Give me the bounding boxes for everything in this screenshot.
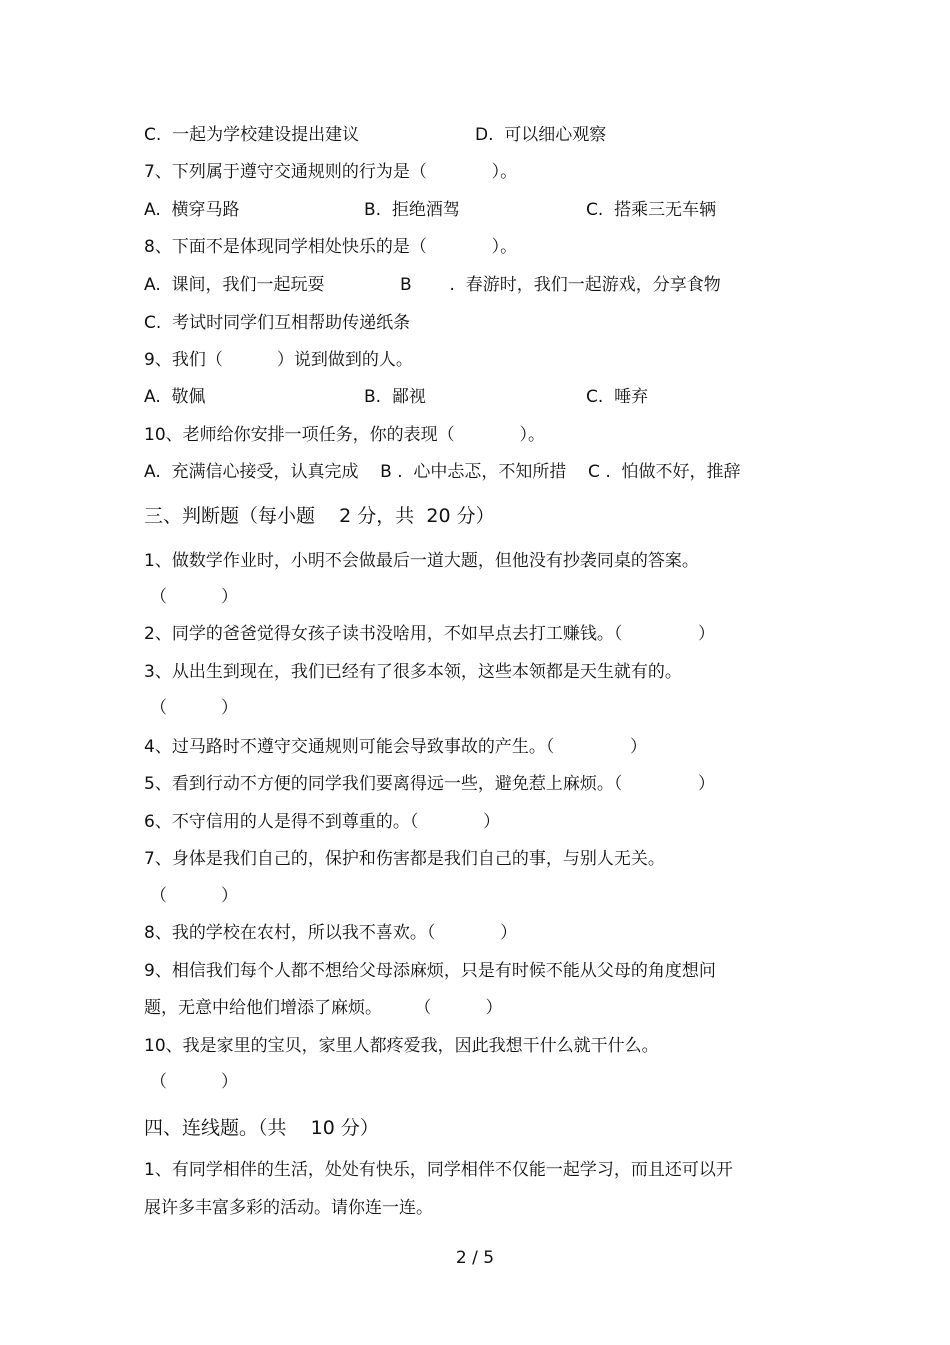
answer-blank: （ ） [150, 698, 239, 718]
q9-stem: 9、我们（ ）说到做到的人。 [144, 350, 413, 370]
q6-option-c: C. 一起为学校建设提出建议 [144, 125, 360, 145]
section4-q1-line2: 展许多丰富多彩的活动。请你连一连。 [144, 1198, 433, 1218]
section3-item: 题，无意中给他们增添了麻烦。 （ ） [144, 998, 503, 1018]
q7-option-c: C. 搭乘三无车辆 [586, 200, 717, 220]
q7-option-a: A. 横穿马路 [144, 200, 240, 220]
answer-blank: （ ） [150, 886, 239, 906]
q6-option-d: D. 可以细心观察 [475, 125, 607, 145]
q7-stem: 7、下列属于遵守交通规则的行为是（ ）。 [144, 162, 518, 182]
section3-item: 2、同学的爸爸觉得女孩子读书没啥用，不如早点去打工赚钱。（ ） [144, 624, 715, 644]
section3-item: 8、我的学校在农村，所以我不喜欢。（ ） [144, 923, 518, 943]
q8-option-b: B . 春游时，我们一起游戏，分享食物 [400, 275, 721, 295]
q9-option-c: C. 唾弃 [586, 387, 649, 407]
section3-item: 1、做数学作业时，小明不会做最后一道大题，但他没有抄袭同桌的答案。 [144, 551, 699, 571]
answer-blank: （ ） [150, 587, 239, 607]
section3-item: 10、我是家里的宝贝，家里人都疼爱我，因此我想干什么就干什么。 [144, 1036, 659, 1056]
q8-stem: 8、下面不是体现同学相处快乐的是（ ）。 [144, 237, 518, 257]
q8-option-c: C. 考试时同学们互相帮助传递纸条 [144, 313, 411, 333]
section4-title: 四、连线题。（共 10 分） [144, 1117, 379, 1139]
section3-title: 三、判断题（每小题 2 分，共 20 分） [144, 505, 495, 527]
q9-option-a: A. 敬佩 [144, 387, 206, 407]
q10-options: A. 充满信心接受，认真完成 B . 心中忐忑，不知所措 C . 怕做不好，推辞 [144, 462, 741, 482]
q10-stem: 10、老师给你安排一项任务，你的表现（ ）。 [144, 425, 545, 445]
section3-item: 6、不守信用的人是得不到尊重的。（ ） [144, 812, 501, 832]
section3-item: 7、身体是我们自己的，保护和伤害都是我们自己的事，与别人无关。 [144, 849, 665, 869]
section3-item: 4、过马路时不遵守交通规则可能会导致事故的产生。（ ） [144, 737, 647, 757]
q9-option-b: B. 鄙视 [364, 387, 426, 407]
page-number: 2 / 5 [455, 1248, 495, 1268]
q7-option-b: B. 拒绝酒驾 [364, 200, 460, 220]
section4-q1-line1: 1、有同学相伴的生活，处处有快乐，同学相伴不仅能一起学习，而且还可以开 [144, 1160, 733, 1180]
q8-option-a: A. 课间，我们一起玩耍 [144, 275, 325, 295]
section3-item: 3、从出生到现在，我们已经有了很多本领，这些本领都是天生就有的。 [144, 662, 682, 682]
answer-blank: （ ） [150, 1072, 239, 1092]
section3-item: 5、看到行动不方便的同学我们要离得远一些，避免惹上麻烦。（ ） [144, 774, 715, 794]
section3-item: 9、相信我们每个人都不想给父母添麻烦，只是有时候不能从父母的角度想问 [144, 961, 716, 981]
